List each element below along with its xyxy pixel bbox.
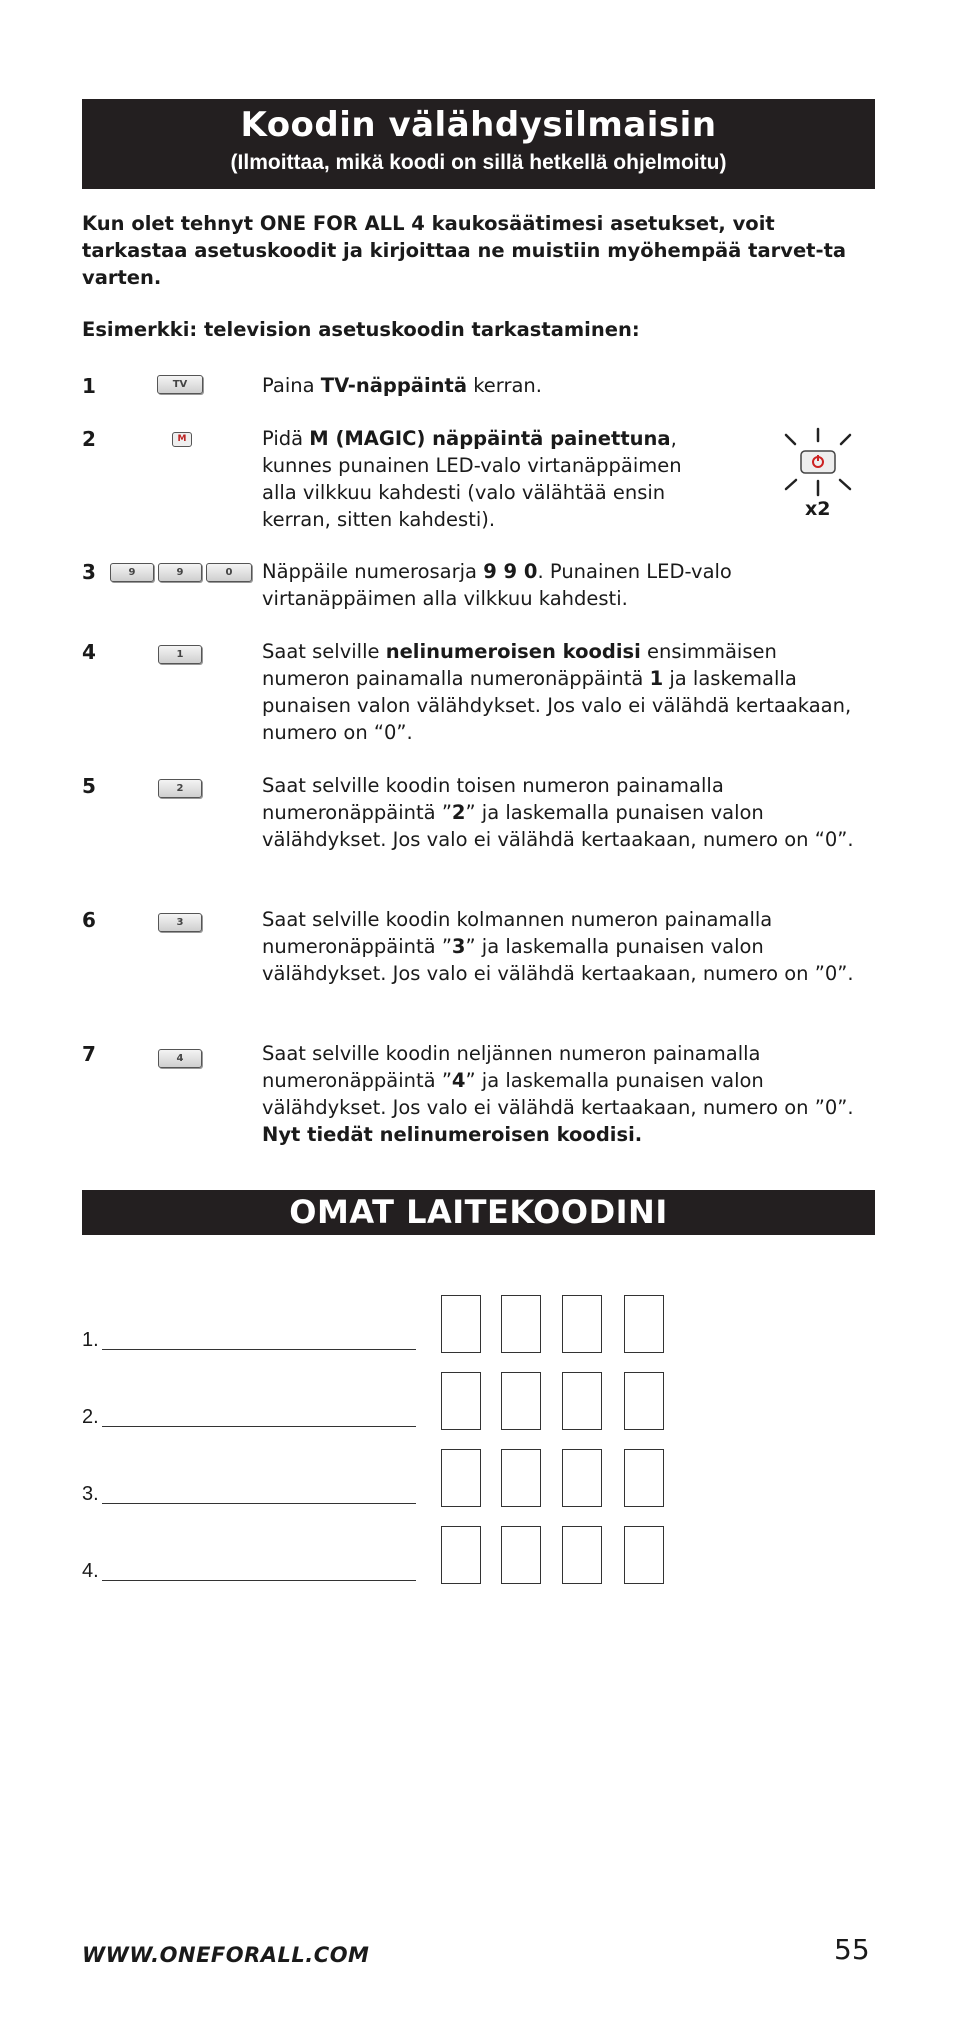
tv-key-icon: TV	[157, 375, 203, 394]
code-digit-box[interactable]	[441, 1295, 481, 1353]
device-name-line[interactable]	[102, 1349, 416, 1350]
step-number: 2	[82, 427, 96, 451]
code-digit-box[interactable]	[501, 1526, 541, 1584]
row-number: 4.	[82, 1560, 99, 1582]
code-digit-box[interactable]	[562, 1295, 602, 1353]
section-title: OMAT LAITEKOODINI	[289, 1193, 668, 1231]
digit-9-key-icon: 9	[158, 563, 202, 582]
step-text: Saat selville koodin neljännen numeron painamalla numeronäppäintä ”4” ja laskemalla punaisen valon välähdykset. Jos valo ei välähdä kertaakaan, numero on ”0”. Nyt tiedät nelinumeroisen koodisi.	[262, 1042, 854, 1146]
step-number: 5	[82, 774, 96, 798]
digit-1-key-icon: 1	[158, 645, 202, 664]
section-banner	[82, 1190, 875, 1235]
code-digit-box[interactable]	[562, 1449, 602, 1507]
code-entry-row	[82, 1449, 782, 1509]
row-number: 2.	[82, 1406, 99, 1428]
code-digit-box[interactable]	[624, 1295, 664, 1353]
code-digit-box[interactable]	[562, 1372, 602, 1430]
digit-0-key-icon: 0	[206, 563, 252, 582]
code-entry-row	[82, 1295, 782, 1355]
code-entry-row	[82, 1372, 782, 1432]
code-digit-box[interactable]	[624, 1449, 664, 1507]
code-digit-box[interactable]	[441, 1372, 481, 1430]
step-text: Saat selville nelinumeroisen koodisi ensimmäisen numeron painamalla numeronäppäintä 1 ja laskemalla punaisen valon välähdykset. Jos valo ei välähdä kertaakaan, numero on “0”.	[262, 640, 852, 744]
page-number: 55	[834, 1933, 870, 1966]
page-title: Koodin välähdysilmaisin	[240, 105, 717, 145]
blink-count-label: x2	[805, 498, 831, 520]
website-url[interactable]: WWW.ONEFORALL.COM	[82, 1943, 370, 1967]
code-entry-row	[82, 1526, 782, 1586]
code-digit-box[interactable]	[501, 1295, 541, 1353]
row-number: 1.	[82, 1329, 99, 1351]
step-text: Saat selville koodin toisen numeron painamalla numeronäppäintä ”2” ja laskemalla punaisen valon välähdykset. Jos valo ei välähdä kertaakaan, numero on “0”.	[262, 774, 854, 851]
step-text: Saat selville koodin kolmannen numeron painamalla numeronäppäintä ”3” ja laskemalla punaisen valon välähdykset. Jos valo ei välähdä kertaakaan, numero on ”0”.	[262, 908, 854, 985]
code-digit-box[interactable]	[441, 1449, 481, 1507]
code-digit-box[interactable]	[441, 1526, 481, 1584]
step-number: 4	[82, 640, 96, 664]
device-name-line[interactable]	[102, 1503, 416, 1504]
device-name-line[interactable]	[102, 1426, 416, 1427]
digit-4-key-icon: 4	[158, 1049, 202, 1068]
step-number: 1	[82, 374, 96, 398]
step-text: Näppäile numerosarja 9 9 0. Punainen LED-valo virtanäppäimen alla vilkkuu kahdesti.	[262, 560, 732, 610]
step-text: Paina TV-näppäintä kerran.	[262, 374, 542, 397]
code-digit-box[interactable]	[501, 1372, 541, 1430]
magic-key-icon: M	[172, 432, 192, 447]
step-number: 7	[82, 1042, 96, 1066]
code-digit-box[interactable]	[624, 1526, 664, 1584]
example-heading: Esimerkki: television asetuskoodin tarkastaminen:	[82, 318, 640, 341]
header-banner	[82, 99, 875, 189]
digit-3-key-icon: 3	[158, 913, 202, 932]
page-subtitle: (Ilmoittaa, mikä koodi on sillä hetkellä ohjelmoitu)	[230, 151, 727, 174]
row-number: 3.	[82, 1483, 99, 1505]
code-digit-box[interactable]	[501, 1449, 541, 1507]
step-number: 6	[82, 908, 96, 932]
code-digit-box[interactable]	[624, 1372, 664, 1430]
intro-paragraph: Kun olet tehnyt ONE FOR ALL 4 kaukosäätimesi asetukset, voit tarkastaa asetuskoodit ja kirjoittaa ne muistiin myöhempää tarvet-ta varten.	[82, 212, 847, 289]
digit-2-key-icon: 2	[158, 779, 202, 798]
digit-9-key-icon: 9	[110, 563, 154, 582]
step-text: Pidä M (MAGIC) näppäintä painettuna, kunnes punainen LED-valo virtanäppäimen alla vilkkuu kahdesti (valo välähtää ensin kerran, sitten kahdesti).	[262, 427, 682, 531]
step-number: 3	[82, 560, 96, 584]
code-digit-box[interactable]	[562, 1526, 602, 1584]
device-name-line[interactable]	[102, 1580, 416, 1581]
